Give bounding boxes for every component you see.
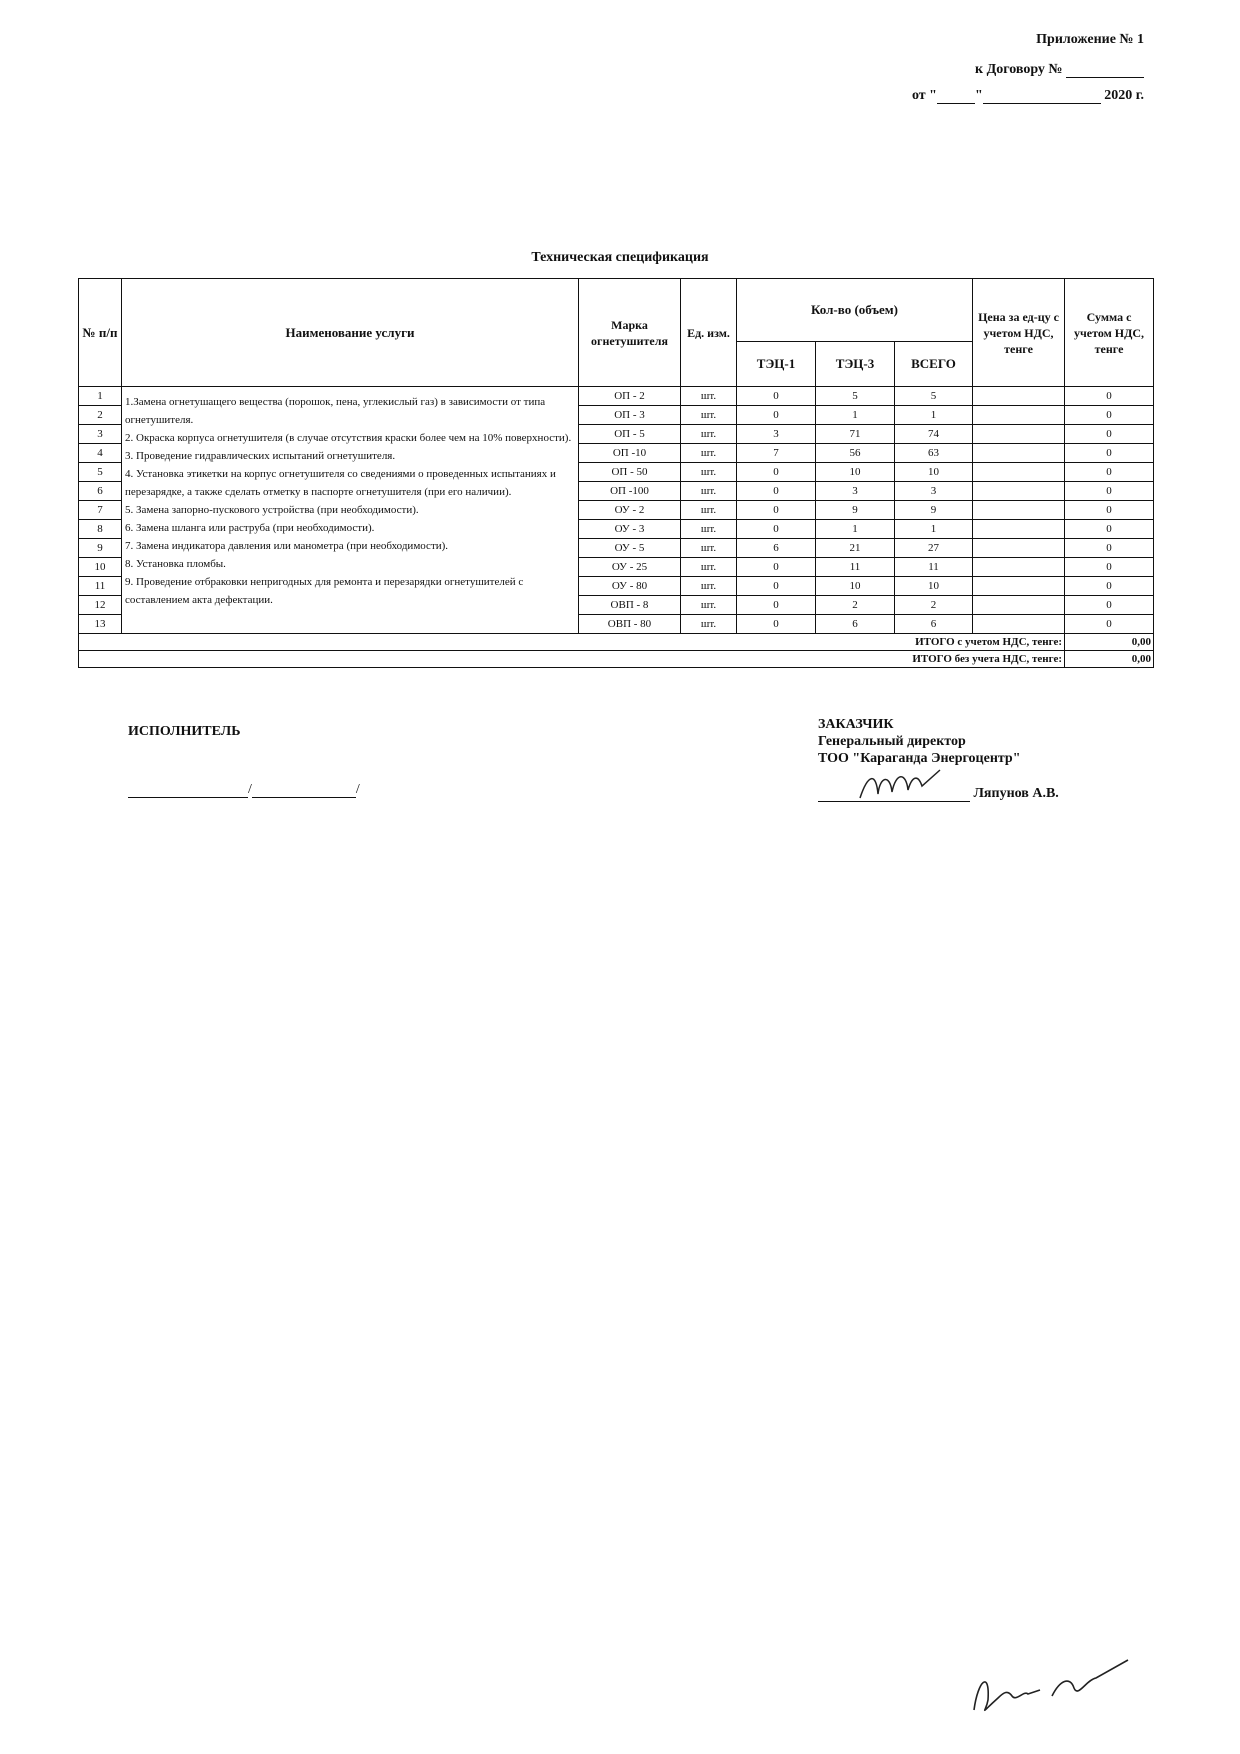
sum-cell: 0 (1065, 615, 1154, 634)
customer-signature-scribble (856, 766, 946, 806)
total-cell: 5 (895, 387, 973, 406)
total-with-vat-label: ИТОГО с учетом НДС, тенге: (79, 634, 1065, 651)
col-header-tec3: ТЭЦ-3 (816, 342, 895, 387)
total-without-vat-row (79, 651, 1154, 668)
price-cell (973, 520, 1065, 539)
price-cell (973, 615, 1065, 634)
service-item: 4. Установка этикетки на корпус огнетушителя со сведениями о проведенных испытаниях и перезарядке, а также сделать отметку в паспорте огнетушителя (при его наличии). (125, 468, 556, 498)
tec3-cell: 71 (816, 425, 895, 444)
tec1-cell: 0 (737, 520, 816, 539)
tec1-cell: 3 (737, 425, 816, 444)
price-cell (973, 444, 1065, 463)
date-prefix: от " (911, 88, 937, 103)
brand-cell: ОВП - 8 (579, 596, 681, 615)
total-cell: 27 (895, 539, 973, 558)
customer-block (818, 716, 1021, 767)
col-header-sum: Сумма с учетом НДС, тенге (1065, 279, 1154, 387)
unit-cell: шт. (681, 482, 737, 501)
tec1-cell: 0 (737, 387, 816, 406)
sum-cell: 0 (1065, 444, 1154, 463)
customer-position: Генеральный директор (818, 734, 966, 749)
col-header-service: Наименование услуги (122, 279, 579, 387)
tec3-cell: 1 (816, 406, 895, 425)
tec1-cell: 0 (737, 615, 816, 634)
total-with-vat-row (79, 634, 1154, 651)
brand-cell: ОП -10 (579, 444, 681, 463)
date-year: 2020 г. (1104, 88, 1144, 103)
unit-cell: шт. (681, 577, 737, 596)
customer-title: ЗАКАЗЧИК (818, 717, 894, 732)
service-item: 5. Замена запорно-пускового устройства (при необходимости). (125, 504, 419, 516)
tec1-cell: 6 (737, 539, 816, 558)
total-with-vat-value: 0,00 (1065, 634, 1154, 651)
price-cell (973, 539, 1065, 558)
tec3-cell: 6 (816, 615, 895, 634)
service-item: 7. Замена индикатора давления или манометра (при необходимости). (125, 540, 449, 552)
tec1-cell: 0 (737, 596, 816, 615)
brand-cell: ОУ - 5 (579, 539, 681, 558)
brand-cell: ОУ - 2 (579, 501, 681, 520)
col-header-price: Цена за ед-цу с учетом НДС, тенге (973, 279, 1065, 387)
unit-cell: шт. (681, 520, 737, 539)
sum-cell: 0 (1065, 577, 1154, 596)
price-cell (973, 482, 1065, 501)
service-item: 9. Проведение отбраковки непригодных для ремонта и перезарядки огнетушителей с составлением акта дефектации. (125, 576, 524, 606)
appendix-label: Приложение № 1 (1036, 32, 1144, 47)
sum-cell: 0 (1065, 520, 1154, 539)
brand-cell: ОВП - 80 (579, 615, 681, 634)
row-num: 6 (79, 482, 122, 501)
price-cell (973, 577, 1065, 596)
price-cell (973, 425, 1065, 444)
row-num: 13 (79, 615, 122, 634)
row-num: 4 (79, 444, 122, 463)
unit-cell: шт. (681, 387, 737, 406)
table-row (79, 387, 1154, 406)
executor-signature-line: / / (128, 782, 360, 798)
service-item: 6. Замена шланга или раструба (при необходимости). (125, 522, 375, 534)
tec3-cell: 2 (816, 596, 895, 615)
sum-cell: 0 (1065, 596, 1154, 615)
specification-table (78, 278, 1154, 668)
tec1-cell: 0 (737, 558, 816, 577)
total-without-vat-label: ИТОГО без учета НДС, тенге: (79, 651, 1065, 668)
price-cell (973, 501, 1065, 520)
sum-cell: 0 (1065, 558, 1154, 577)
total-cell: 6 (895, 615, 973, 634)
total-cell: 10 (895, 577, 973, 596)
customer-name: Ляпунов А.В. (973, 786, 1059, 801)
executor-sign-blank (128, 783, 248, 798)
sum-cell: 0 (1065, 406, 1154, 425)
price-cell (973, 387, 1065, 406)
unit-cell: шт. (681, 539, 737, 558)
tec3-cell: 9 (816, 501, 895, 520)
unit-cell: шт. (681, 501, 737, 520)
total-without-vat-value: 0,00 (1065, 651, 1154, 668)
brand-cell: ОУ - 3 (579, 520, 681, 539)
tec3-cell: 10 (816, 577, 895, 596)
tec3-cell: 10 (816, 463, 895, 482)
row-num: 2 (79, 406, 122, 425)
unit-cell: шт. (681, 558, 737, 577)
brand-cell: ОП - 50 (579, 463, 681, 482)
unit-cell: шт. (681, 596, 737, 615)
tec3-cell: 1 (816, 520, 895, 539)
contract-date-line (912, 88, 1144, 104)
tec3-cell: 11 (816, 558, 895, 577)
document-title: Техническая спецификация (531, 250, 709, 265)
row-num: 7 (79, 501, 122, 520)
service-item: 3. Проведение гидравлических испытаний огнетушителя. (125, 450, 396, 462)
tec1-cell: 0 (737, 406, 816, 425)
tec3-cell: 21 (816, 539, 895, 558)
executor-name-blank (252, 783, 356, 798)
sum-cell: 0 (1065, 463, 1154, 482)
brand-cell: ОП - 2 (579, 387, 681, 406)
tec1-cell: 0 (737, 482, 816, 501)
col-header-unit: Ед. изм. (681, 279, 737, 387)
row-num: 5 (79, 463, 122, 482)
price-cell (973, 406, 1065, 425)
row-num: 12 (79, 596, 122, 615)
total-cell: 2 (895, 596, 973, 615)
total-cell: 11 (895, 558, 973, 577)
day-blank (937, 89, 975, 104)
unit-cell: шт. (681, 463, 737, 482)
contract-number-line (975, 62, 1144, 78)
row-num: 10 (79, 558, 122, 577)
col-header-qty: Кол-во (объем) (737, 279, 973, 342)
tec1-cell: 0 (737, 463, 816, 482)
price-cell (973, 596, 1065, 615)
price-cell (973, 558, 1065, 577)
total-cell: 9 (895, 501, 973, 520)
row-num: 3 (79, 425, 122, 444)
contract-number-blank (1066, 63, 1144, 78)
brand-cell: ОП - 3 (579, 406, 681, 425)
tec3-cell: 5 (816, 387, 895, 406)
brand-cell: ОП -100 (579, 482, 681, 501)
brand-cell: ОУ - 25 (579, 558, 681, 577)
price-cell (973, 463, 1065, 482)
unit-cell: шт. (681, 615, 737, 634)
date-mid: " (974, 88, 983, 103)
total-cell: 10 (895, 463, 973, 482)
tec1-cell: 0 (737, 577, 816, 596)
sum-cell: 0 (1065, 501, 1154, 520)
row-num: 9 (79, 539, 122, 558)
col-header-total: ВСЕГО (895, 342, 973, 387)
col-header-tec1: ТЭЦ-1 (737, 342, 816, 387)
service-item: 2. Окраска корпуса огнетушителя (в случае отсутствия краски более чем на 10% поверхности). (125, 432, 572, 444)
unit-cell: шт. (681, 406, 737, 425)
sum-cell: 0 (1065, 539, 1154, 558)
row-num: 11 (79, 577, 122, 596)
month-blank (983, 89, 1101, 104)
initials-signature-scribble (968, 1650, 1138, 1720)
row-num: 8 (79, 520, 122, 539)
contract-prefix: к Договору № (975, 62, 1063, 77)
total-cell: 63 (895, 444, 973, 463)
service-item: 8. Установка пломбы. (125, 558, 226, 570)
tec3-cell: 56 (816, 444, 895, 463)
row-num: 1 (79, 387, 122, 406)
col-header-num: № п/п (79, 279, 122, 387)
service-description (122, 387, 579, 634)
brand-cell: ОП - 5 (579, 425, 681, 444)
tec1-cell: 0 (737, 501, 816, 520)
sum-cell: 0 (1065, 387, 1154, 406)
tec3-cell: 3 (816, 482, 895, 501)
unit-cell: шт. (681, 444, 737, 463)
total-cell: 1 (895, 406, 973, 425)
total-cell: 1 (895, 520, 973, 539)
sum-cell: 0 (1065, 482, 1154, 501)
col-header-brand: Марка огнетушителя (579, 279, 681, 387)
service-item: 1.Замена огнетушащего вещества (порошок, пена, углекислый газ) в зависимости от типа огнетушителя. (125, 396, 546, 426)
tec1-cell: 7 (737, 444, 816, 463)
brand-cell: ОУ - 80 (579, 577, 681, 596)
unit-cell: шт. (681, 425, 737, 444)
executor-label: ИСПОЛНИТЕЛЬ (128, 724, 241, 739)
table-header-row (79, 279, 1154, 342)
total-cell: 3 (895, 482, 973, 501)
sum-cell: 0 (1065, 425, 1154, 444)
customer-org: ТОО "Караганда Энергоцентр" (818, 751, 1021, 766)
total-cell: 74 (895, 425, 973, 444)
